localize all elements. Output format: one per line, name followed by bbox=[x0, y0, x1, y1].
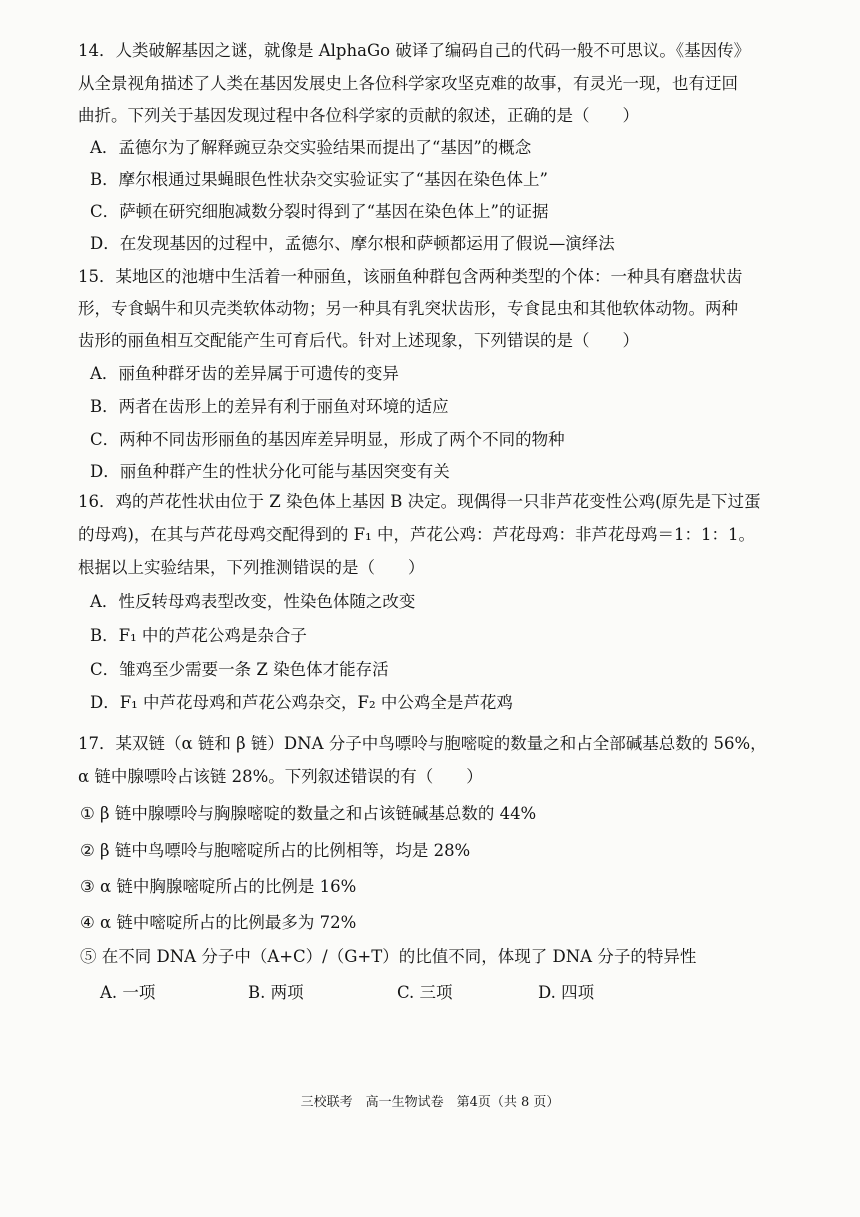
question-16-stem-line-2: 的母鸡)，在其与芦花母鸡交配得到的 F₁ 中，芦花公鸡：芦花母鸡：非芦花母鸡＝1：1：1。 bbox=[78, 525, 755, 544]
question-17-stem-line-1: 17．某双链（α 链和 β 链）DNA 分子中鸟嘌呤与胞嘧啶的数量之和占全部碱基总数的 56%， bbox=[78, 734, 767, 753]
question-17-choice-c: C. 三项 bbox=[397, 983, 453, 1002]
question-16-option-b: B．F₁ 中的芦花公鸡是杂合子 bbox=[90, 626, 307, 645]
question-17-statement-3: ③ α 链中胸腺嘧啶所占的比例是 16% bbox=[80, 877, 357, 896]
question-14-option-c: C．萨顿在研究细胞减数分裂时得到了“基因在染色体上”的证据 bbox=[90, 202, 549, 221]
question-16-stem-line-1: 16．鸡的芦花性状由位于 Z 染色体上基因 B 决定。现偶得一只非芦花变性公鸡(原先是下过蛋 bbox=[78, 492, 761, 511]
question-17-choice-b: B. 两项 bbox=[248, 983, 304, 1002]
question-15-stem-line-3: 齿形的丽鱼相互交配能产生可育后代。针对上述现象，下列错误的是（ ） bbox=[78, 331, 639, 350]
question-16-stem-line-3: 根据以上实验结果，下列推测错误的是（ ） bbox=[78, 558, 425, 577]
question-14-stem-line-1: 14．人类破解基因之谜，就像是 AlphaGo 破译了编码自己的代码一般不可思议。《基因传》 bbox=[78, 41, 751, 60]
question-17-choices bbox=[100, 982, 660, 1004]
question-17-statement-1: ① β 链中腺嘌呤与胸腺嘧啶的数量之和占该链碱基总数的 44% bbox=[80, 804, 537, 823]
question-17-statement-4: ④ α 链中嘧啶所占的比例最多为 72% bbox=[80, 913, 357, 932]
question-16-option-c: C．雏鸡至少需要一条 Z 染色体才能存活 bbox=[90, 660, 389, 679]
question-17-choice-d: D. 四项 bbox=[538, 983, 595, 1002]
question-15-option-d: D．丽鱼种群产生的性状分化可能与基因突变有关 bbox=[90, 462, 450, 481]
question-15-option-a: A．丽鱼种群牙齿的差异属于可遗传的变异 bbox=[90, 364, 399, 383]
question-16-option-a: A．性反转母鸡表型改变，性染色体随之改变 bbox=[90, 592, 416, 611]
question-17-statement-2: ② β 链中鸟嘌呤与胞嘧啶所占的比例相等，均是 28% bbox=[80, 841, 471, 860]
question-15-option-b: B．两者在齿形上的差异有利于丽鱼对环境的适应 bbox=[90, 397, 449, 416]
question-16-option-d: D．F₁ 中芦花母鸡和芦花公鸡杂交，F₂ 中公鸡全是芦花鸡 bbox=[90, 693, 513, 712]
question-17-choice-a: A. 一项 bbox=[100, 983, 156, 1002]
question-17-statement-5: ⑤ 在不同 DNA 分子中（A+C）/（G+T）的比值不同，体现了 DNA 分子的特异性 bbox=[80, 947, 697, 966]
question-17-stem-line-2: α 链中腺嘌呤占该链 28%。下列叙述错误的有（ ） bbox=[78, 767, 483, 786]
question-14-option-a: A．孟德尔为了解释豌豆杂交实验结果而提出了“基因”的概念 bbox=[90, 138, 532, 157]
question-15-option-c: C．两种不同齿形丽鱼的基因库差异明显，形成了两个不同的物种 bbox=[90, 430, 565, 449]
question-14-option-b: B．摩尔根通过果蝇眼色性状杂交实验证实了“基因在染色体上” bbox=[90, 170, 548, 189]
page-footer: 三校联考 高一生物试卷 第4页（共 8 页） bbox=[300, 1095, 560, 1110]
question-14-stem-line-3: 曲折。下列关于基因发现过程中各位科学家的贡献的叙述，正确的是（ ） bbox=[78, 106, 639, 125]
question-14-option-d: D．在发现基因的过程中，孟德尔、摩尔根和萨顿都运用了假说—演绎法 bbox=[90, 234, 615, 253]
question-15-stem-line-1: 15．某地区的池塘中生活着一种丽鱼，该丽鱼种群包含两种类型的个体：一种具有磨盘状齿 bbox=[78, 267, 743, 286]
question-14-stem-line-2: 从全景视角描述了人类在基因发展史上各位科学家攻坚克难的故事，有灵光一现，也有迂回 bbox=[78, 74, 738, 93]
question-15-stem-line-2: 形，专食蜗牛和贝壳类软体动物；另一种具有乳突状齿形，专食昆虫和其他软体动物。两种 bbox=[78, 299, 738, 318]
